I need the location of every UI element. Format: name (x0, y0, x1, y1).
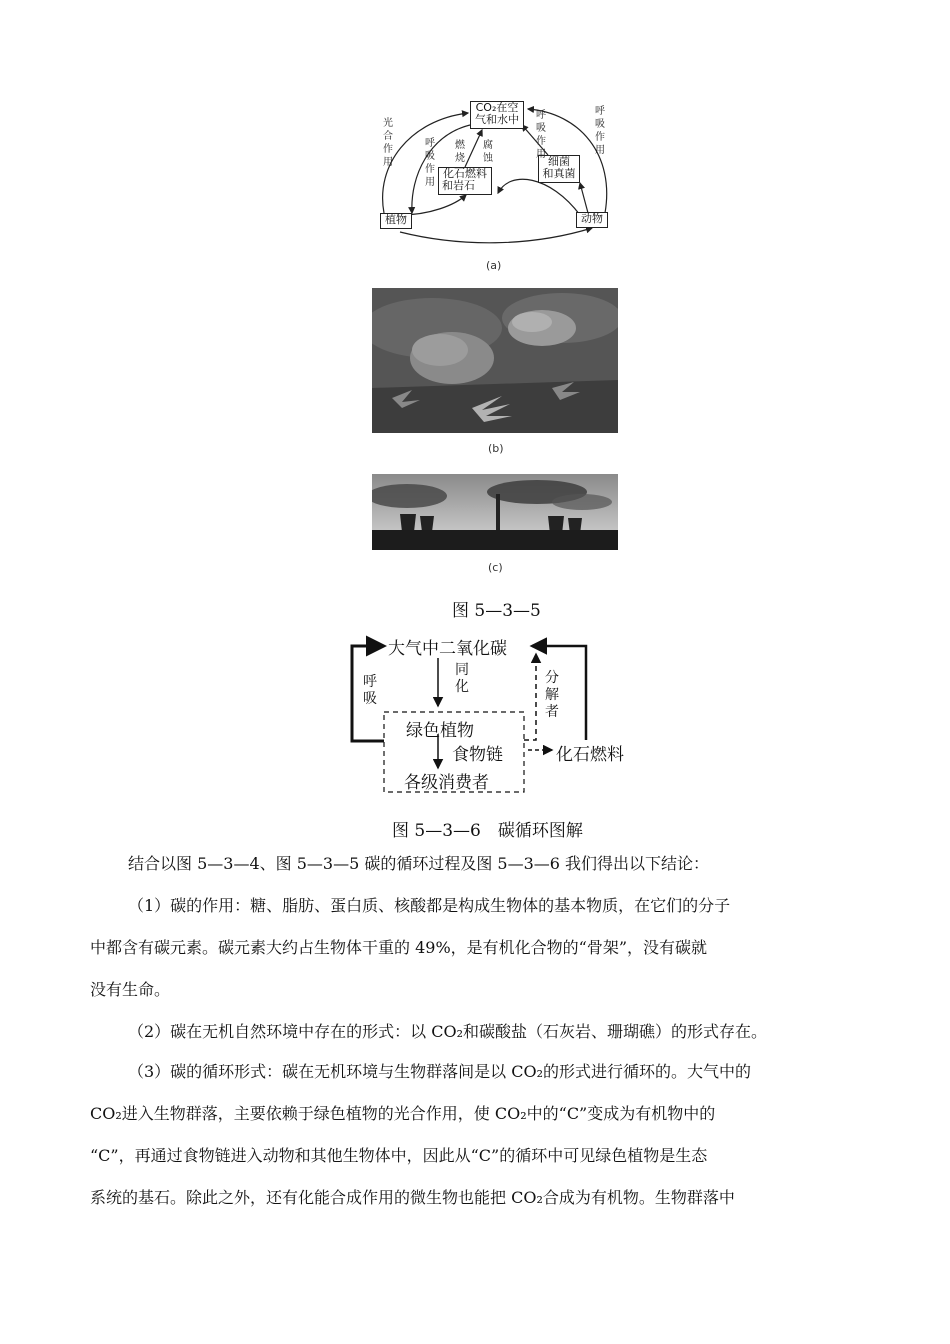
paragraph-intro: 结合以图 5—3—4、图 5—3—5 碳的循环过程及图 5—3—6 我们得出以下结论： (128, 854, 710, 873)
label-burning: 燃 烧 (455, 140, 465, 164)
fossil-fuel-label: 化石燃料 (556, 745, 624, 765)
atmosphere-co2-label: 大气中二氧化碳 (388, 639, 507, 659)
figure-a (370, 95, 620, 245)
figure-5-3-5-caption: 图 5—3—5 (452, 601, 541, 621)
paragraph-3-line3: “C”，再通过食物链进入动物和其他生物体中，因此从“C”的循环中可见绿色植物是生态 (90, 1146, 708, 1165)
figure-b-photo (372, 288, 618, 433)
figure-b-caption: (b) (488, 442, 504, 455)
paragraph-3-line4: 系统的基石。除此之外，还有化能合成作用的微生物也能把 CO₂合成为有机物。生物群落中 (90, 1188, 735, 1207)
label-respiration-right-outer: 呼 吸 作 用 (595, 106, 605, 156)
paragraph-2: （2）碳在无机自然环境中存在的形式：以 CO₂和碳酸盐（石灰岩、珊瑚礁）的形式存在。 (128, 1022, 768, 1041)
decomposer-label: 分 解 者 (545, 670, 559, 720)
figure-c-caption: (c) (488, 561, 503, 574)
fossil-node-line1: 化石燃料 (443, 167, 487, 180)
paragraph-3-line2: CO₂进入生物群落，主要依赖于绿色植物的光合作用，使 CO₂中的“C”变成为有机物中的 (90, 1104, 716, 1123)
bacteria-node-line1: 细菌 (548, 155, 570, 168)
paragraph-1-line2: 中都含有碳元素。碳元素大约占生物体干重的 49%，是有机化合物的“骨架”，没有碳就 (90, 938, 708, 957)
food-chain-label: 食物链 (452, 745, 503, 765)
respiration-label: 呼 吸 (363, 674, 377, 707)
figure-c-photo (372, 474, 618, 550)
figure-5-3-6-caption: 图 5—3—6 碳循环图解 (392, 821, 583, 841)
label-respiration-plant: 呼 吸 作 用 (425, 138, 435, 188)
assimilation-label: 同 化 (455, 662, 469, 695)
co2-node (470, 101, 524, 129)
figure-a-caption: (a) (486, 259, 502, 272)
figure-b-drawing (372, 288, 618, 433)
fossil-node (438, 167, 492, 195)
plant-node (380, 213, 412, 229)
figure-5-3-6 (340, 630, 640, 800)
label-photosynthesis: 光 合 作 用 (383, 118, 393, 168)
co2-node-line2: 气和水中 (475, 113, 519, 126)
animal-node (576, 212, 608, 228)
figure-c-drawing (372, 474, 618, 550)
co2-node-line1: CO₂在空 (475, 101, 519, 114)
consumers-label: 各级消费者 (404, 773, 489, 793)
fossil-node-line2: 和岩石 (442, 179, 475, 192)
green-plants-label: 绿色植物 (406, 721, 474, 741)
label-decay: 腐 蚀 (483, 140, 493, 164)
plant-node-label: 植物 (385, 213, 407, 226)
bacteria-node-line2: 和真菌 (542, 167, 576, 180)
paragraph-1-line1: （1）碳的作用：糖、脂肪、蛋白质、核酸都是构成生物体的基本物质，在它们的分子 (128, 896, 731, 915)
animal-node-label: 动物 (581, 212, 603, 225)
paragraph-1-line3: 没有生命。 (90, 980, 171, 999)
label-respiration-right-inner: 呼 吸 作 用 (536, 110, 546, 160)
paragraph-3-line1: （3）碳的循环形式：碳在无机环境与生物群落间是以 CO₂的形式进行循环的。大气中的 (128, 1062, 752, 1081)
